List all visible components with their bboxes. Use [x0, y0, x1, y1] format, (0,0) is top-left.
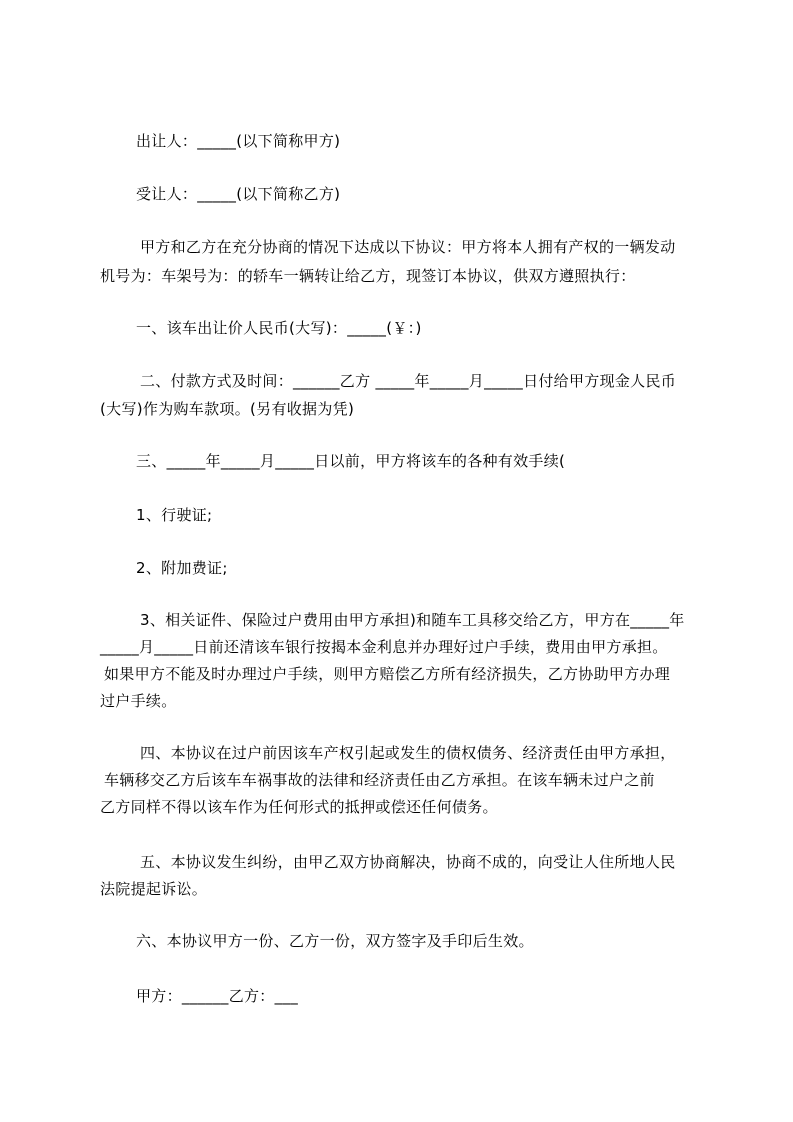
clause-4-line-2: 车辆移交乙方后该车车祸事故的法律和经济责任由乙方承担。在该车辆未过户之前 — [104, 771, 655, 789]
intro-line-2: 机号为：车架号为：的轿车一辆转让给乙方，现签订本协议，供双方遵照执行： — [100, 267, 636, 285]
clause-3: 三、_____年_____月_____日以前，甲方将该车的各种有效手续( — [136, 452, 566, 470]
item-3-line-4: 过户手续。 — [100, 692, 177, 710]
clause-4-line-1: 四、本协议在过户前因该车产权引起或发生的债权债务、经济责任由甲方承担， — [140, 744, 676, 762]
seller-line: 出让人：_____(以下简称甲方) — [136, 132, 341, 150]
clause-5-line-2: 法院提起诉讼。 — [100, 880, 208, 898]
item-3-line-1: 3、相关证件、保险过户费用由甲方承担)和随车工具移交给乙方，甲方在_____年 — [140, 611, 685, 629]
item-2: 2、附加费证; — [136, 559, 228, 577]
clause-2-line-1: 二、付款方式及时间：______乙方 _____年_____月_____日付给甲方现金人民币 — [140, 372, 677, 390]
clause-5-line-1: 五、本协议发生纠纷，由甲乙双方协商解决，协商不成的，向受让人住所地人民 — [140, 853, 676, 871]
clause-2-line-2: (大写)作为购车款项。(另有收据为凭) — [100, 400, 355, 418]
clause-4-line-3: 乙方同样不得以该车作为任何形式的抵押或偿还任何债务。 — [100, 798, 498, 816]
signature-line: 甲方：______乙方：___ — [136, 987, 299, 1005]
item-3-line-3: 如果甲方不能及时办理过户手续，则甲方赔偿乙方所有经济损失，乙方协助甲方办理 — [104, 665, 671, 683]
item-1: 1、行驶证; — [136, 506, 213, 524]
buyer-line: 受让人：_____(以下简称乙方) — [136, 185, 341, 203]
intro-line-1: 甲方和乙方在充分协商的情况下达成以下协议：甲方将本人拥有产权的一辆发动 — [140, 238, 676, 256]
item-3-line-2: _____月_____日前还清该车银行按揭本金利息并办理好过户手续，费用由甲方承担。 — [100, 638, 668, 656]
clause-1: 一、该车出让价人民币(大写)：_____(￥：) — [136, 319, 422, 337]
clause-6: 六、本协议甲方一份、乙方一份，双方签字及手印后生效。 — [136, 932, 534, 950]
